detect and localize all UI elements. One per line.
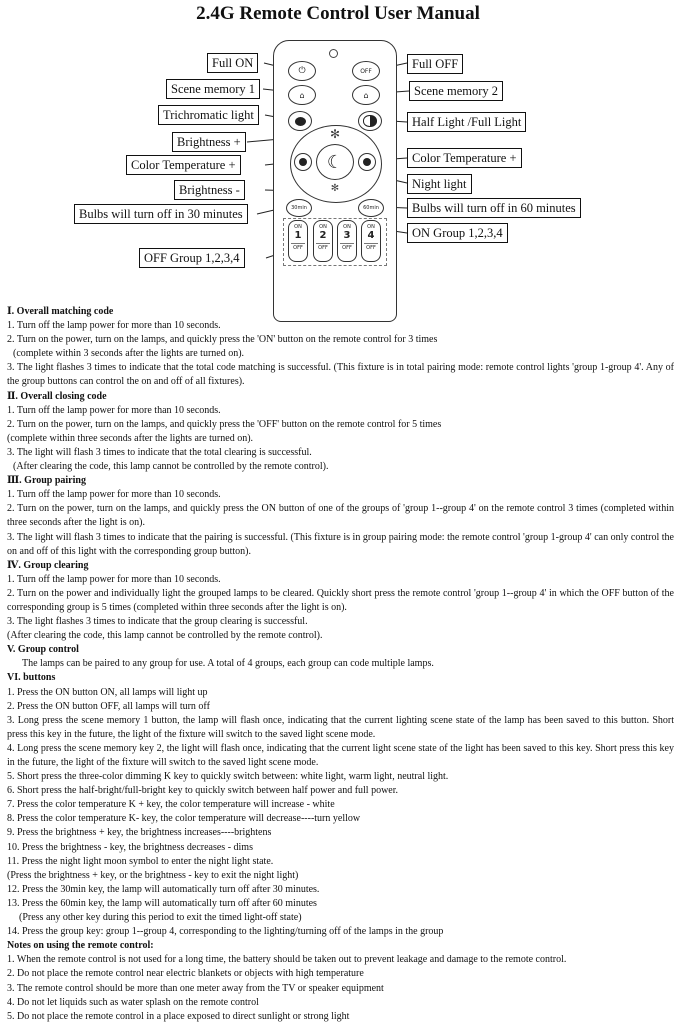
trichromatic-light-button[interactable] xyxy=(288,111,312,131)
section-heading: Ⅰ. Overall matching code xyxy=(7,306,114,317)
instruction-line: 3. The remote control should be more than one meter away from the TV or speaker equipment xyxy=(7,982,384,994)
label-brightness-plus: Brightness + xyxy=(172,132,246,152)
instruction-line: 5. Do not place the remote control in a place exposed to direct sunlight or strong light xyxy=(7,1010,350,1022)
instruction-line: 2. Turn on the power and individually light the grouped lamps to be cleared. Quickly short press the remote control 'group 1--group 4' in which the OFF button of the corresponding group is 5 times (completed within three seconds after the light is on). xyxy=(7,587,674,613)
instruction-line: 14. Press the group key: group 1--group 4, corresponding to the lighting/turning off of the lamps in the group xyxy=(7,926,444,938)
group-off-label: OFF xyxy=(318,245,328,251)
power-icon: ⏻ xyxy=(298,66,306,76)
group-on-label: ON xyxy=(367,224,375,230)
instruction-line: 10. Press the brightness - key, the brightness decreases - dims xyxy=(7,841,253,853)
instruction-line: 3. The light will flash 3 times to indicate that the total clearing is successful. xyxy=(7,446,312,458)
instruction-line: 3. Long press the scene memory 1 button, the lamp will flash once, indicating that the current lighting scene state of the lamp has been saved to this button. Short press this key in the future, the light of the fixture will switch to the saved light scene mode. xyxy=(7,714,674,740)
instruction-line: (After clearing the code, this lamp cannot be controlled by the remote control). xyxy=(7,630,323,642)
group-on-label: ON xyxy=(319,224,327,230)
instruction-line: (Press the brightness + key, or the brightness - key to exit the night light) xyxy=(7,869,299,881)
half-full-icon xyxy=(363,115,376,126)
instruction-line: 4. Do not let liquids such as water splash on the remote control xyxy=(7,996,259,1008)
group-off-label: OFF xyxy=(366,245,376,251)
scene-1-icon: ⌂ xyxy=(299,90,305,100)
label-full-off: Full OFF xyxy=(407,54,463,74)
instruction-line: 4. Long press the scene memory key 2, the light will flash once, indicating that the current light scene state of the light has been saved to this key. Short press this key in the future, the light of the fixture will switch to the saved light scene mode. xyxy=(7,742,674,768)
group-4-button[interactable] xyxy=(361,220,381,262)
label-color-temperature-right: Color Temperature + xyxy=(407,148,522,168)
full-off-button[interactable] xyxy=(352,61,380,81)
section-heading: Notes on using the remote control: xyxy=(7,940,154,952)
instructions-body xyxy=(7,305,674,1024)
scene-memory-1-button[interactable] xyxy=(288,85,316,105)
instruction-line: (complete within 3 seconds after the lights are turned on). xyxy=(13,348,245,360)
instruction-line: 1. When the remote control is not used for a long time, the battery should be taken out to prevent leakage and damage to the remote control. xyxy=(7,954,567,966)
instruction-line: 7. Press the color temperature K + key, the color temperature will increase - white xyxy=(7,799,335,811)
group-number: 1 xyxy=(294,230,302,241)
color-temp-plus-button[interactable] xyxy=(358,153,376,171)
brightness-plus-button[interactable] xyxy=(325,127,345,143)
label-trichromatic-light: Trichromatic light xyxy=(158,105,259,125)
instruction-line: 9. Press the brightness + key, the brightness increases----brightens xyxy=(7,827,272,839)
instruction-line: 1. Turn off the lamp power for more than 10 seconds. xyxy=(7,404,221,416)
label-night-light: Night light xyxy=(407,174,472,194)
label-on-group: ON Group 1,2,3,4 xyxy=(407,223,508,243)
moon-icon: ☾ xyxy=(326,151,344,173)
section-heading: Ⅲ. Group pairing xyxy=(7,475,86,487)
group-on-label: ON xyxy=(294,224,302,230)
instruction-line: (Press any other key during this period to exit the timed light-off state) xyxy=(19,912,302,924)
group-on-label: ON xyxy=(343,224,351,230)
group-off-label: OFF xyxy=(342,245,352,251)
remote-control-body xyxy=(273,40,397,322)
instruction-line: 1. Turn off the lamp power for more than 10 seconds. xyxy=(7,320,221,332)
instruction-line: 5. Short press the three-color dimming K key to quickly switch between: white light, warm light, neutral light. xyxy=(7,771,449,783)
instruction-line: 6. Short press the half-bright/full-bright key to quickly switch between half power and full power. xyxy=(7,785,399,797)
group-number: 3 xyxy=(343,230,351,241)
instruction-line: 1. Turn off the lamp power for more than 10 seconds. xyxy=(7,573,221,585)
label-bulbs-30min: Bulbs will turn off in 30 minutes xyxy=(74,204,248,224)
instruction-line: 3. The light will flash 3 times to indicate that the pairing is successful. (This fixture is in group pairing mode: the remote control 'group 1-group 4' can only control the on and off of this light with the corresponding group button). xyxy=(7,531,674,557)
label-scene-memory-1: Scene memory 1 xyxy=(166,79,260,99)
instruction-line: The lamps can be paired to any group for use. A total of 4 groups, each group can code multiple lamps. xyxy=(22,658,434,670)
instruction-line: 11. Press the night light moon symbol to enter the night light state. xyxy=(7,855,274,867)
color-temp-right-icon xyxy=(363,158,371,166)
group-2-button[interactable] xyxy=(313,220,333,262)
instruction-line: 8. Press the color temperature K- key, the color temperature will decrease----turn yellow xyxy=(7,813,361,825)
instruction-line: 2. Press the ON button OFF, all lamps will turn off xyxy=(7,700,210,712)
brightness-minus-button[interactable] xyxy=(325,183,345,199)
instruction-line: 13. Press the 60min key, the lamp will automatically turn off after 60 minutes xyxy=(7,897,317,909)
night-light-button[interactable] xyxy=(316,144,354,180)
label-half-full-light: Half Light /Full Light xyxy=(407,112,526,132)
timer-60min-label: 60min xyxy=(363,205,379,211)
group-off-label: OFF xyxy=(293,245,303,251)
label-color-temperature-left: Color Temperature + xyxy=(126,155,241,175)
full-off-button-label: OFF xyxy=(360,67,372,75)
trichromatic-icon xyxy=(295,117,306,126)
scene-memory-2-button[interactable] xyxy=(352,85,380,105)
label-brightness-minus: Brightness - xyxy=(174,180,245,200)
instruction-line: 1. Press the ON button ON, all lamps will light up xyxy=(7,686,208,698)
section-heading: VI. buttons xyxy=(7,672,56,684)
timer-30min-label: 30min xyxy=(291,205,307,211)
label-bulbs-60min: Bulbs will turn off in 60 minutes xyxy=(407,198,581,218)
instruction-line: (complete within three seconds after the lights are turned on). xyxy=(7,432,254,444)
page-title: 2.4G Remote Control User Manual xyxy=(196,3,480,24)
sun-plus-icon: ✻ xyxy=(329,127,341,141)
indicator-led xyxy=(329,49,338,58)
group-number: 4 xyxy=(367,230,375,241)
instruction-line: 12. Press the 30min key, the lamp will automatically turn off after 30 minutes. xyxy=(7,883,320,895)
instruction-line: 3. The light flashes 3 times to indicate that the total code matching is successful. (This fixture is in total pairing mode: remote control lights 'group 1-group 4'. Any of the group buttons can control the on and off of all fixtures). xyxy=(7,362,674,388)
color-temp-left-icon xyxy=(299,158,307,166)
sun-minus-icon: ✻ xyxy=(330,183,340,194)
section-heading: Ⅱ. Overall closing code xyxy=(7,390,107,402)
half-full-light-button[interactable] xyxy=(358,111,382,131)
section-heading: V. Group control xyxy=(7,644,79,656)
instruction-line: 2. Turn on the power, turn on the lamps, and quickly press the 'OFF' button on the remote control for 5 times xyxy=(7,418,442,430)
remote-diagram xyxy=(0,0,676,320)
instruction-line: 2. Turn on the power, turn on the lamps, and quickly press the ON button of one of the groups of 'group 1--group 4' on the remote control 3 times (completed within three seconds after the light is on). xyxy=(7,503,674,529)
instruction-line: 1. Turn off the lamp power for more than 10 seconds. xyxy=(7,489,221,501)
color-temp-minus-button[interactable] xyxy=(294,153,312,171)
scene-2-icon: ⌂ xyxy=(363,90,369,100)
group-number: 2 xyxy=(319,230,327,241)
label-scene-memory-2: Scene memory 2 xyxy=(409,81,503,101)
timer-60min-button[interactable] xyxy=(358,199,384,217)
instruction-line: 3. The light flashes 3 times to indicate that the group clearing is successful. xyxy=(7,616,308,628)
label-off-group: OFF Group 1,2,3,4 xyxy=(139,248,245,268)
group-1-button[interactable] xyxy=(288,220,308,262)
section-heading: Ⅳ. Group clearing xyxy=(7,559,89,571)
label-full-on: Full ON xyxy=(207,53,258,73)
instruction-line: (After clearing the code, this lamp cannot be controlled by the remote control). xyxy=(13,461,329,473)
timer-30min-button[interactable] xyxy=(286,199,312,217)
instruction-line: 2. Do not place the remote control near electric blankets or objects with high temperature xyxy=(7,968,364,980)
full-on-button[interactable] xyxy=(288,61,316,81)
group-3-button[interactable] xyxy=(337,220,357,262)
instruction-line: 2. Turn on the power, turn on the lamps, and quickly press the 'ON' button on the remote control for 3 times xyxy=(7,334,438,346)
